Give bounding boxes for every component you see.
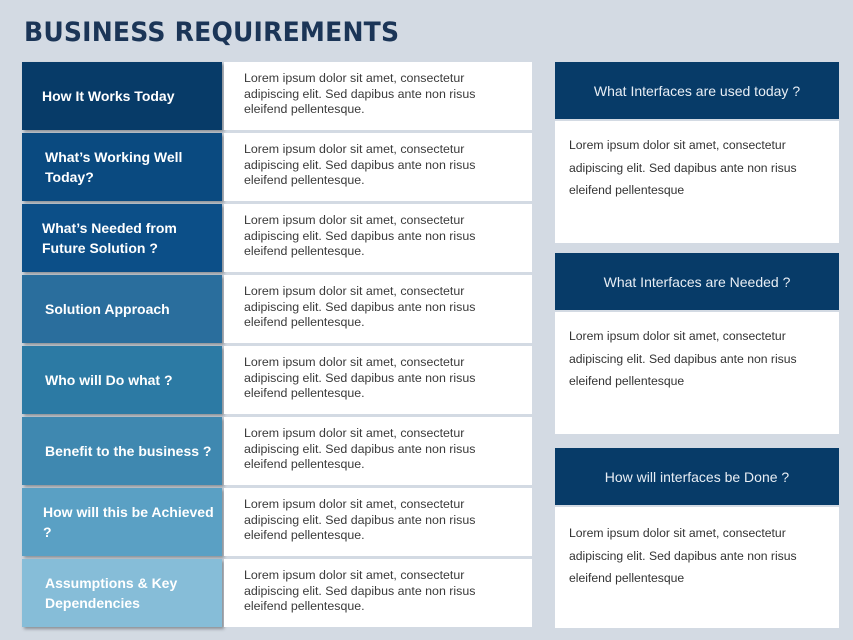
requirement-row-solution-approach: [22, 275, 533, 343]
panel-heading: What Interfaces are used today ?: [555, 62, 839, 119]
requirement-row-who-will-do-what: [22, 346, 533, 414]
requirement-row-whats-working-well: [22, 133, 533, 201]
panel-body: Lorem ipsum dolor sit amet, consectetur adipiscing elit. Sed dapibus ante non risus eleifend pellentesque: [555, 507, 839, 628]
requirement-label: How It Works Today: [22, 62, 222, 130]
requirement-label: Who will Do what ?: [22, 346, 222, 414]
requirement-description: Lorem ipsum dolor sit amet, consectetur adipiscing elit. Sed dapibus ante non risus eleifend pellentesque.: [224, 559, 532, 627]
panel-heading: What Interfaces are Needed ?: [555, 253, 839, 310]
interfaces-used-today-panel: [555, 62, 839, 243]
panel-body: Lorem ipsum dolor sit amet, consectetur adipiscing elit. Sed dapibus ante non risus eleifend pellentesque: [555, 121, 839, 243]
requirement-row-whats-needed: [22, 204, 533, 272]
interfaces-needed-panel: [555, 253, 839, 434]
requirement-description: Lorem ipsum dolor sit amet, consectetur adipiscing elit. Sed dapibus ante non risus eleifend pellentesque.: [224, 62, 532, 130]
requirement-label: Assumptions & Key Dependencies: [22, 559, 222, 627]
requirement-label: Solution Approach: [22, 275, 222, 343]
requirement-description: Lorem ipsum dolor sit amet, consectetur adipiscing elit. Sed dapibus ante non risus eleifend pellentesque.: [224, 204, 532, 272]
page-title: BUSINESS REQUIREMENTS: [24, 17, 400, 48]
requirement-label: What’s Needed from Future Solution ?: [22, 204, 222, 272]
requirement-description: Lorem ipsum dolor sit amet, consectetur adipiscing elit. Sed dapibus ante non risus eleifend pellentesque.: [224, 417, 532, 485]
requirement-label: How will this be Achieved ?: [22, 488, 222, 556]
interfaces-done-panel: [555, 448, 839, 628]
requirement-row-benefit: [22, 417, 533, 485]
requirement-row-how-achieved: [22, 488, 533, 556]
requirement-description: Lorem ipsum dolor sit amet, consectetur adipiscing elit. Sed dapibus ante non risus eleifend pellentesque.: [224, 346, 532, 414]
panel-body: Lorem ipsum dolor sit amet, consectetur adipiscing elit. Sed dapibus ante non risus eleifend pellentesque: [555, 312, 839, 434]
requirement-description: Lorem ipsum dolor sit amet, consectetur adipiscing elit. Sed dapibus ante non risus eleifend pellentesque.: [224, 133, 532, 201]
requirement-row-assumptions: [22, 559, 533, 627]
requirement-row-how-it-works-today: [22, 62, 533, 130]
requirement-label: What’s Working Well Today?: [22, 133, 222, 201]
requirement-label: Benefit to the business ?: [22, 417, 222, 485]
requirement-description: Lorem ipsum dolor sit amet, consectetur adipiscing elit. Sed dapibus ante non risus eleifend pellentesque.: [224, 275, 532, 343]
requirement-description: Lorem ipsum dolor sit amet, consectetur adipiscing elit. Sed dapibus ante non risus eleifend pellentesque.: [224, 488, 532, 556]
panel-heading: How will interfaces be Done ?: [555, 448, 839, 505]
